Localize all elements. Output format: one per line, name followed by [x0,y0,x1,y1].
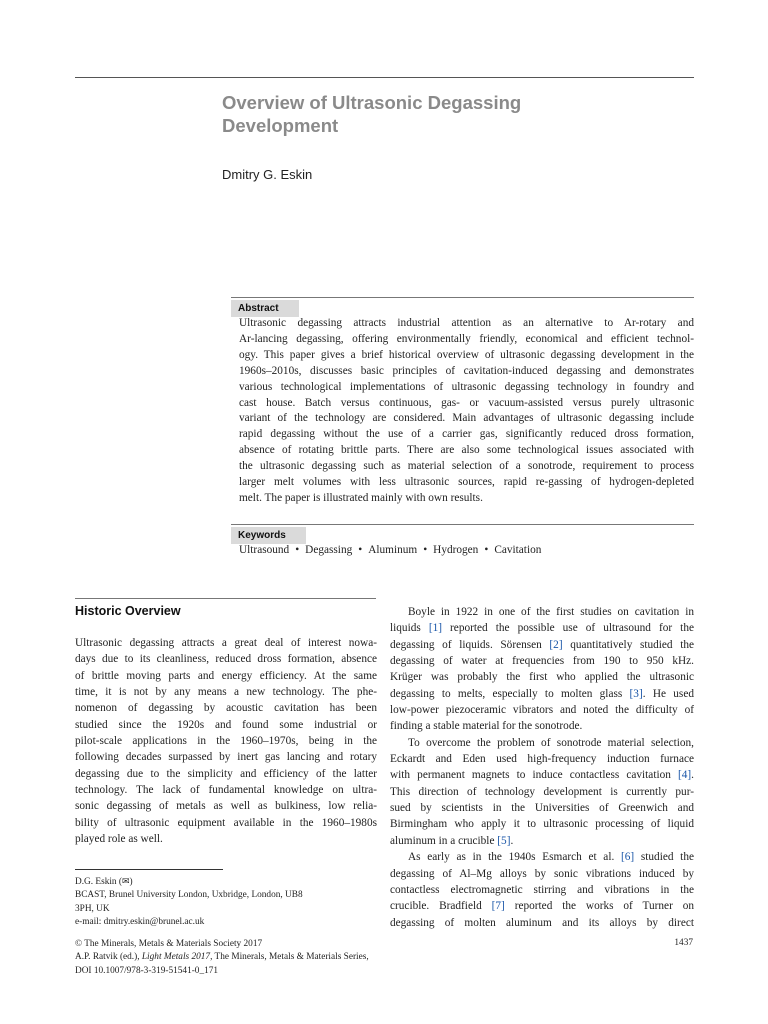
line-text: reported the works of Turner on [504,900,695,913]
right-column-line [390,800,694,816]
right-column-line [390,686,694,702]
envelope-icon: ✉ [122,876,130,886]
left-column-line: bility of ultrasonic equipment available in the 1960–1980s [75,816,377,829]
line-text: degassing to melts, especially to molten glass [390,687,630,700]
line-text: degassing of liquids. Sörensen [390,638,550,651]
right-column-line [390,915,694,931]
footer-doi: DOI 10.1007/978-3-319-51541-0_171 [75,965,219,976]
left-column-line: nomenon of degassing by acoustic cavitation has been [75,702,377,715]
abstract-label: Abstract [231,300,299,317]
author-footnote [75,875,303,929]
citation-link[interactable]: [2] [549,638,563,651]
line-text: reported the possible use of ultrasound for the [442,622,694,635]
keyword-separator: • [295,544,300,556]
left-column-line: Ultrasonic degassing attracts a great deal of interest nowa- [75,637,377,649]
abstract-line: cast house. Batch versus continuous, gas- or vacuum-assisted versus purely ultrasonic [239,396,694,409]
citation-link[interactable]: [5] [497,834,511,847]
line-text: degassing of Al–Mg alloys by sonic vibrations induced by [390,867,694,880]
paper-title-line-2: Development [222,115,339,136]
line-text: Krüger was probably the first who applied the ultrasonic [390,671,694,684]
left-column-text [75,635,377,847]
keyword-item: Cavitation [494,544,542,556]
right-column-line [390,849,694,865]
citation-link[interactable]: [3] [629,687,643,700]
line-text: Boyle in 1922 in one of the first studies on cavitation in [408,606,694,618]
line-text: As early as in the 1940s Esmarch et al. [408,851,621,864]
footer-book-title: Light Metals 2017 [141,952,211,963]
section-rule [75,598,376,599]
right-column-line [390,833,694,849]
left-column-line: following decades surpassed by inert gas lancing and rotary [75,751,377,764]
right-column-line [390,866,694,882]
line-text: quantitatively studied the [562,638,694,651]
footnote-affiliation-2: 3PH, UK [75,903,110,914]
left-column-line: of brittle moving parts and energy efficiency. At the same [75,669,377,682]
citation-link[interactable]: [6] [620,851,635,864]
abstract-text [239,316,694,507]
line-text: studied the [634,851,694,864]
footnote-name-line [75,875,303,889]
footnote-name-close: ) [129,877,133,887]
abstract-box [231,297,694,317]
left-column-line: technology. The lack of fundamental knowledge on ultra- [75,784,377,797]
paper-title [222,91,682,137]
abstract-line: 1960s–2010s, discusses basic principles of cavitation-induced degassing and demonstrates [239,364,694,377]
line-text: To overcome the problem of sonotrode material selection, [408,736,694,749]
citation-link[interactable]: [7] [491,900,505,913]
abstract-line: melt. The paper is illustrated mainly with own results. [239,491,483,504]
line-text: crucible. Bradfield [390,900,492,913]
line-text: Birmingham who apply it to ultrasonic processing of liquid [390,818,694,831]
right-column-line [390,784,694,800]
left-column-line: degassing due to the simplicity and efficiency of the latter [75,767,377,780]
author-name: Dmitry G. Eskin [222,167,313,182]
left-column-line: pilot-scale applications in the 1960–1970s, being in the [75,735,377,748]
page-footer [75,938,369,978]
keywords-list [239,542,541,558]
right-column-line [390,653,694,669]
right-column-line [390,882,694,898]
footnote-rule [75,869,223,870]
left-column-line: studied since the 1920s and found some industrial or [75,718,377,731]
line-text: . [510,834,514,847]
keyword-separator: • [484,544,489,556]
left-column-line: played role as well. [75,833,163,846]
right-column-line [390,898,694,914]
abstract-line: variant of the technology are considered. Main advantages of ultrasonic degassing include [239,412,694,425]
right-column-line [390,751,694,767]
line-text: degassing of molten aluminum and its alloys by direct [390,916,694,929]
abstract-line: absence of rotating brittle parts. There are also some technological issues associated with [239,444,694,457]
section-heading: Historic Overview [75,604,181,618]
abstract-line: Ar-lancing degassing, offering environmentally friendly, economical and efficient technol- [239,332,694,345]
paper-title-line-1: Overview of Ultrasonic Degassing [222,92,522,113]
line-text: with permanent magnets to induce contactless cavitation [390,769,678,782]
line-text: degassing of water at frequencies from 190 to 950 kHz. [390,655,694,668]
right-column-line [390,718,694,734]
line-text: low-power piezoceramic vibrators and noted the difficulty of [390,704,694,717]
abstract-line: ogy. This paper gives a brief historical overview of ultrasonic degassing development in the [239,348,694,361]
line-text: . He used [642,687,694,700]
keyword-item: Hydrogen [433,544,479,556]
footnote-affiliation-1: BCAST, Brunel University London, Uxbridge, London, UB8 [75,890,303,901]
footer-editor-post: , The Minerals, Metals & Materials Series, [210,952,369,963]
page-number: 1437 [674,938,693,948]
citation-link[interactable]: [1] [428,622,442,635]
citation-link[interactable]: [4] [677,769,692,782]
keywords-label: Keywords [231,527,306,544]
right-column-line [390,735,694,751]
keyword-item: Aluminum [368,544,418,556]
abstract-line: rapid degassing without the use of a carrier gas, significantly reduced dross formation, [239,428,694,441]
footer-editor-line [75,951,369,964]
abstract-line: Ultrasonic degassing attracts industrial attention as an alternative to Ar-rotary and [239,317,694,329]
left-column-line: sonic degassing of metals as well as bulkiness, low relia- [75,800,377,813]
header-rule [75,77,694,78]
right-column-line [390,637,694,653]
line-text: liquids [390,622,429,635]
left-column-line: days due to its cleanliness, reduced dross formation, absence [75,653,377,666]
line-text: Eckardt and Eden used high-frequency induction furnace [390,753,694,766]
left-column-line: time, it is not by any means a new technology. The phe- [75,686,377,699]
line-text: aluminum in a crucible [390,834,498,847]
keywords-box [231,524,694,544]
right-column-line [390,816,694,832]
footer-editor-pre: A.P. Ratvik (ed.), [75,952,142,963]
abstract-line: the ultrasonic degassing such as material selection of a sonotrode, requirement to process [239,460,694,473]
keyword-separator: • [423,544,428,556]
footer-copyright: © The Minerals, Metals & Materials Society 2017 [75,939,263,949]
right-column-line [390,669,694,685]
footnote-name: D.G. Eskin ( [75,877,122,887]
footnote-email: e-mail: dmitry.eskin@brunel.ac.uk [75,916,205,927]
line-text: finding a stable material for the sonotrode. [390,720,583,733]
line-text: sued by scientists in the Universities of Greenwich and [390,802,694,815]
abstract-line: various technological implementations of ultrasonic degassing technology in foundry and [239,380,694,393]
abstract-line: larger melt volumes with less ultrasonic sources, rapid re-gassing of hydrogen-depleted [239,476,694,489]
keyword-item: Ultrasound [239,544,290,556]
right-column-line [390,702,694,718]
right-column-text [390,604,694,931]
keyword-separator: • [358,544,363,556]
line-text: . [691,769,694,782]
right-column-line [390,767,694,783]
line-text: This direction of technology development is currently pur- [390,785,694,798]
right-column-line [390,620,694,636]
right-column-line [390,604,694,620]
keyword-item: Degassing [305,544,353,556]
line-text: contactless electromagnetic stirring and vibrations in the [390,883,694,896]
